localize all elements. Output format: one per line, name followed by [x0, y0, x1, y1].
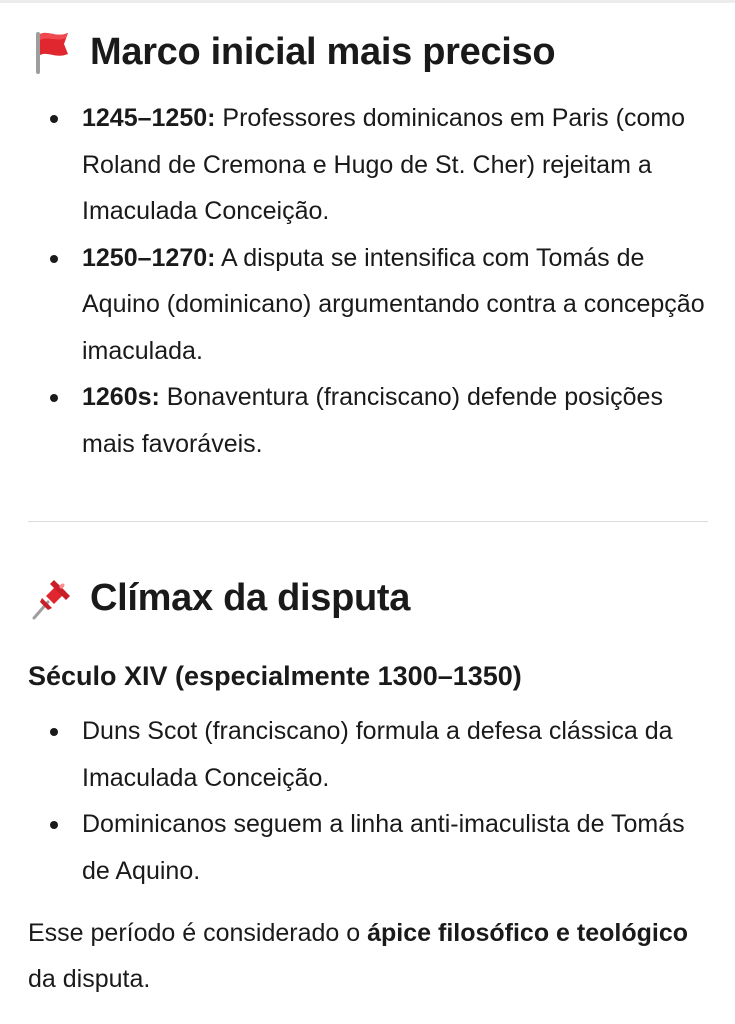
list-item-bold: 1245–1250:	[82, 104, 216, 132]
list-item-text: Professores dominicanos em Paris (como Roland de Cremona e Hugo de St. Cher) rejeitam a Imaculada Conceição.	[82, 104, 686, 225]
list-item-text: Duns Scot (franciscano) formula a defesa clássica da Imaculada Conceição.	[82, 717, 673, 792]
section-subtitle: Século XIV (especialmente 1300–1350)	[28, 661, 522, 691]
list-item	[28, 235, 718, 375]
list-item	[28, 801, 718, 894]
bullet-dot	[50, 728, 58, 736]
section-heading	[28, 574, 718, 622]
bullet-dot	[50, 821, 58, 829]
top-rule	[0, 0, 735, 3]
bullet-dot	[50, 255, 58, 263]
closing-paragraph	[28, 910, 718, 1002]
closing-text-bold: ápice filosófico e teológico	[367, 919, 689, 947]
closing-text-after: da disputa.	[28, 965, 151, 993]
section-list	[28, 708, 718, 894]
list-item-bold: 1250–1270:	[82, 243, 216, 272]
list-item	[28, 374, 718, 467]
section-marco-inicial	[28, 28, 718, 467]
list-item-text: Dominicanos seguem a linha anti-imaculista de Tomás de Aquino.	[82, 810, 685, 885]
list-item-text: Bonaventura (franciscano) defende posições mais favoráveis.	[82, 383, 663, 458]
bullet-dot	[50, 394, 58, 402]
list-item-bold: 1260s:	[82, 383, 160, 411]
section-title: Marco inicial mais preciso	[90, 31, 556, 73]
section-list	[28, 95, 718, 467]
section-heading	[28, 28, 718, 76]
list-item	[28, 95, 718, 235]
red-flag-icon	[28, 28, 76, 76]
list-item-text: A disputa se intensifica com Tomás de Aquino (dominicano) argumentando contra a concepção imaculada.	[82, 243, 705, 365]
section-climax	[28, 574, 718, 1002]
section-title: Clímax da disputa	[90, 577, 411, 619]
section-divider	[28, 521, 708, 522]
list-item	[28, 708, 718, 801]
pushpin-icon	[28, 574, 76, 622]
closing-text-before: Esse período é considerado o	[28, 919, 368, 947]
bullet-dot	[50, 115, 58, 123]
